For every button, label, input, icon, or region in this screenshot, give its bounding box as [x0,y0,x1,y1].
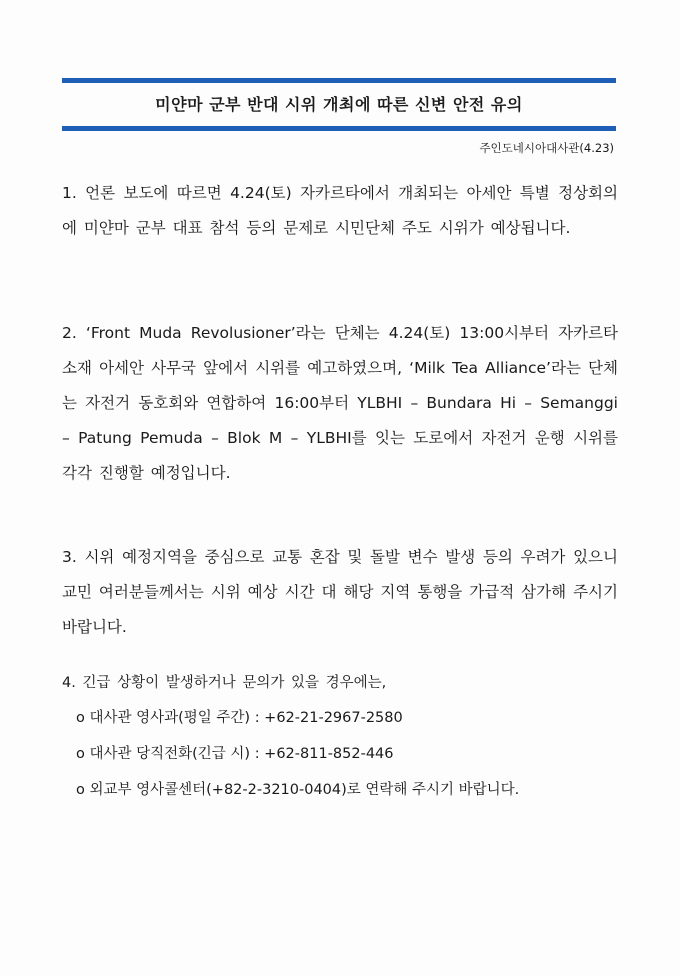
contact-duty-phone: o 대사관 당직전화(긴급 시) : +62-811-852-446 [76,746,394,762]
contact-call-center: o 외교부 영사콜센터(+82-2-3210-0404)로 연락해 주시기 바랍니다. [76,782,520,798]
paragraph-2: 2. ‘Front Muda Revolusioner’라는 단체는 4.24(토) 13:00시부터 자카르타 소재 아세안 사무국 앞에서 시위를 예고하였으며, ‘Milk Tea Alliance’라는 단체는 자전거 동호회와 연합하여 16:00부터 YLBHI – Bundara Hi – Semanggi – Patung Pemuda – Blok M – YLBHI를 잇는 도로에서 자전거 운행 시위를 각각 진행할 예정입니다. [62,324,618,482]
issuer-line: 주인도네시아대사관(4.23) [479,141,614,155]
title-rule-bottom [62,126,616,131]
contact-consular-section: o 대사관 영사과(평일 주간) : +62-21-2967-2580 [76,710,403,726]
paragraph-4: 4. 긴급 상황이 발생하거나 문의가 있을 경우에는, [62,675,387,691]
title-rule-top [62,78,616,83]
paragraph-3: 3. 시위 예정지역을 중심으로 교통 혼잡 및 돌발 변수 발생 등의 우려가 있으니 교민 여러분들께서는 시위 예상 시간 대 해당 지역 통행을 가급적 삼가해 주시기 바랍니다. [62,548,618,636]
page-title: 미얀마 군부 반대 시위 개최에 따른 신변 안전 유의 [155,95,523,114]
paragraph-1: 1. 언론 보도에 따르면 4.24(토) 자카르타에서 개최되는 아세안 특별 정상회의에 미얀마 군부 대표 참석 등의 문제로 시민단체 주도 시위가 예상됩니다. [62,184,618,237]
